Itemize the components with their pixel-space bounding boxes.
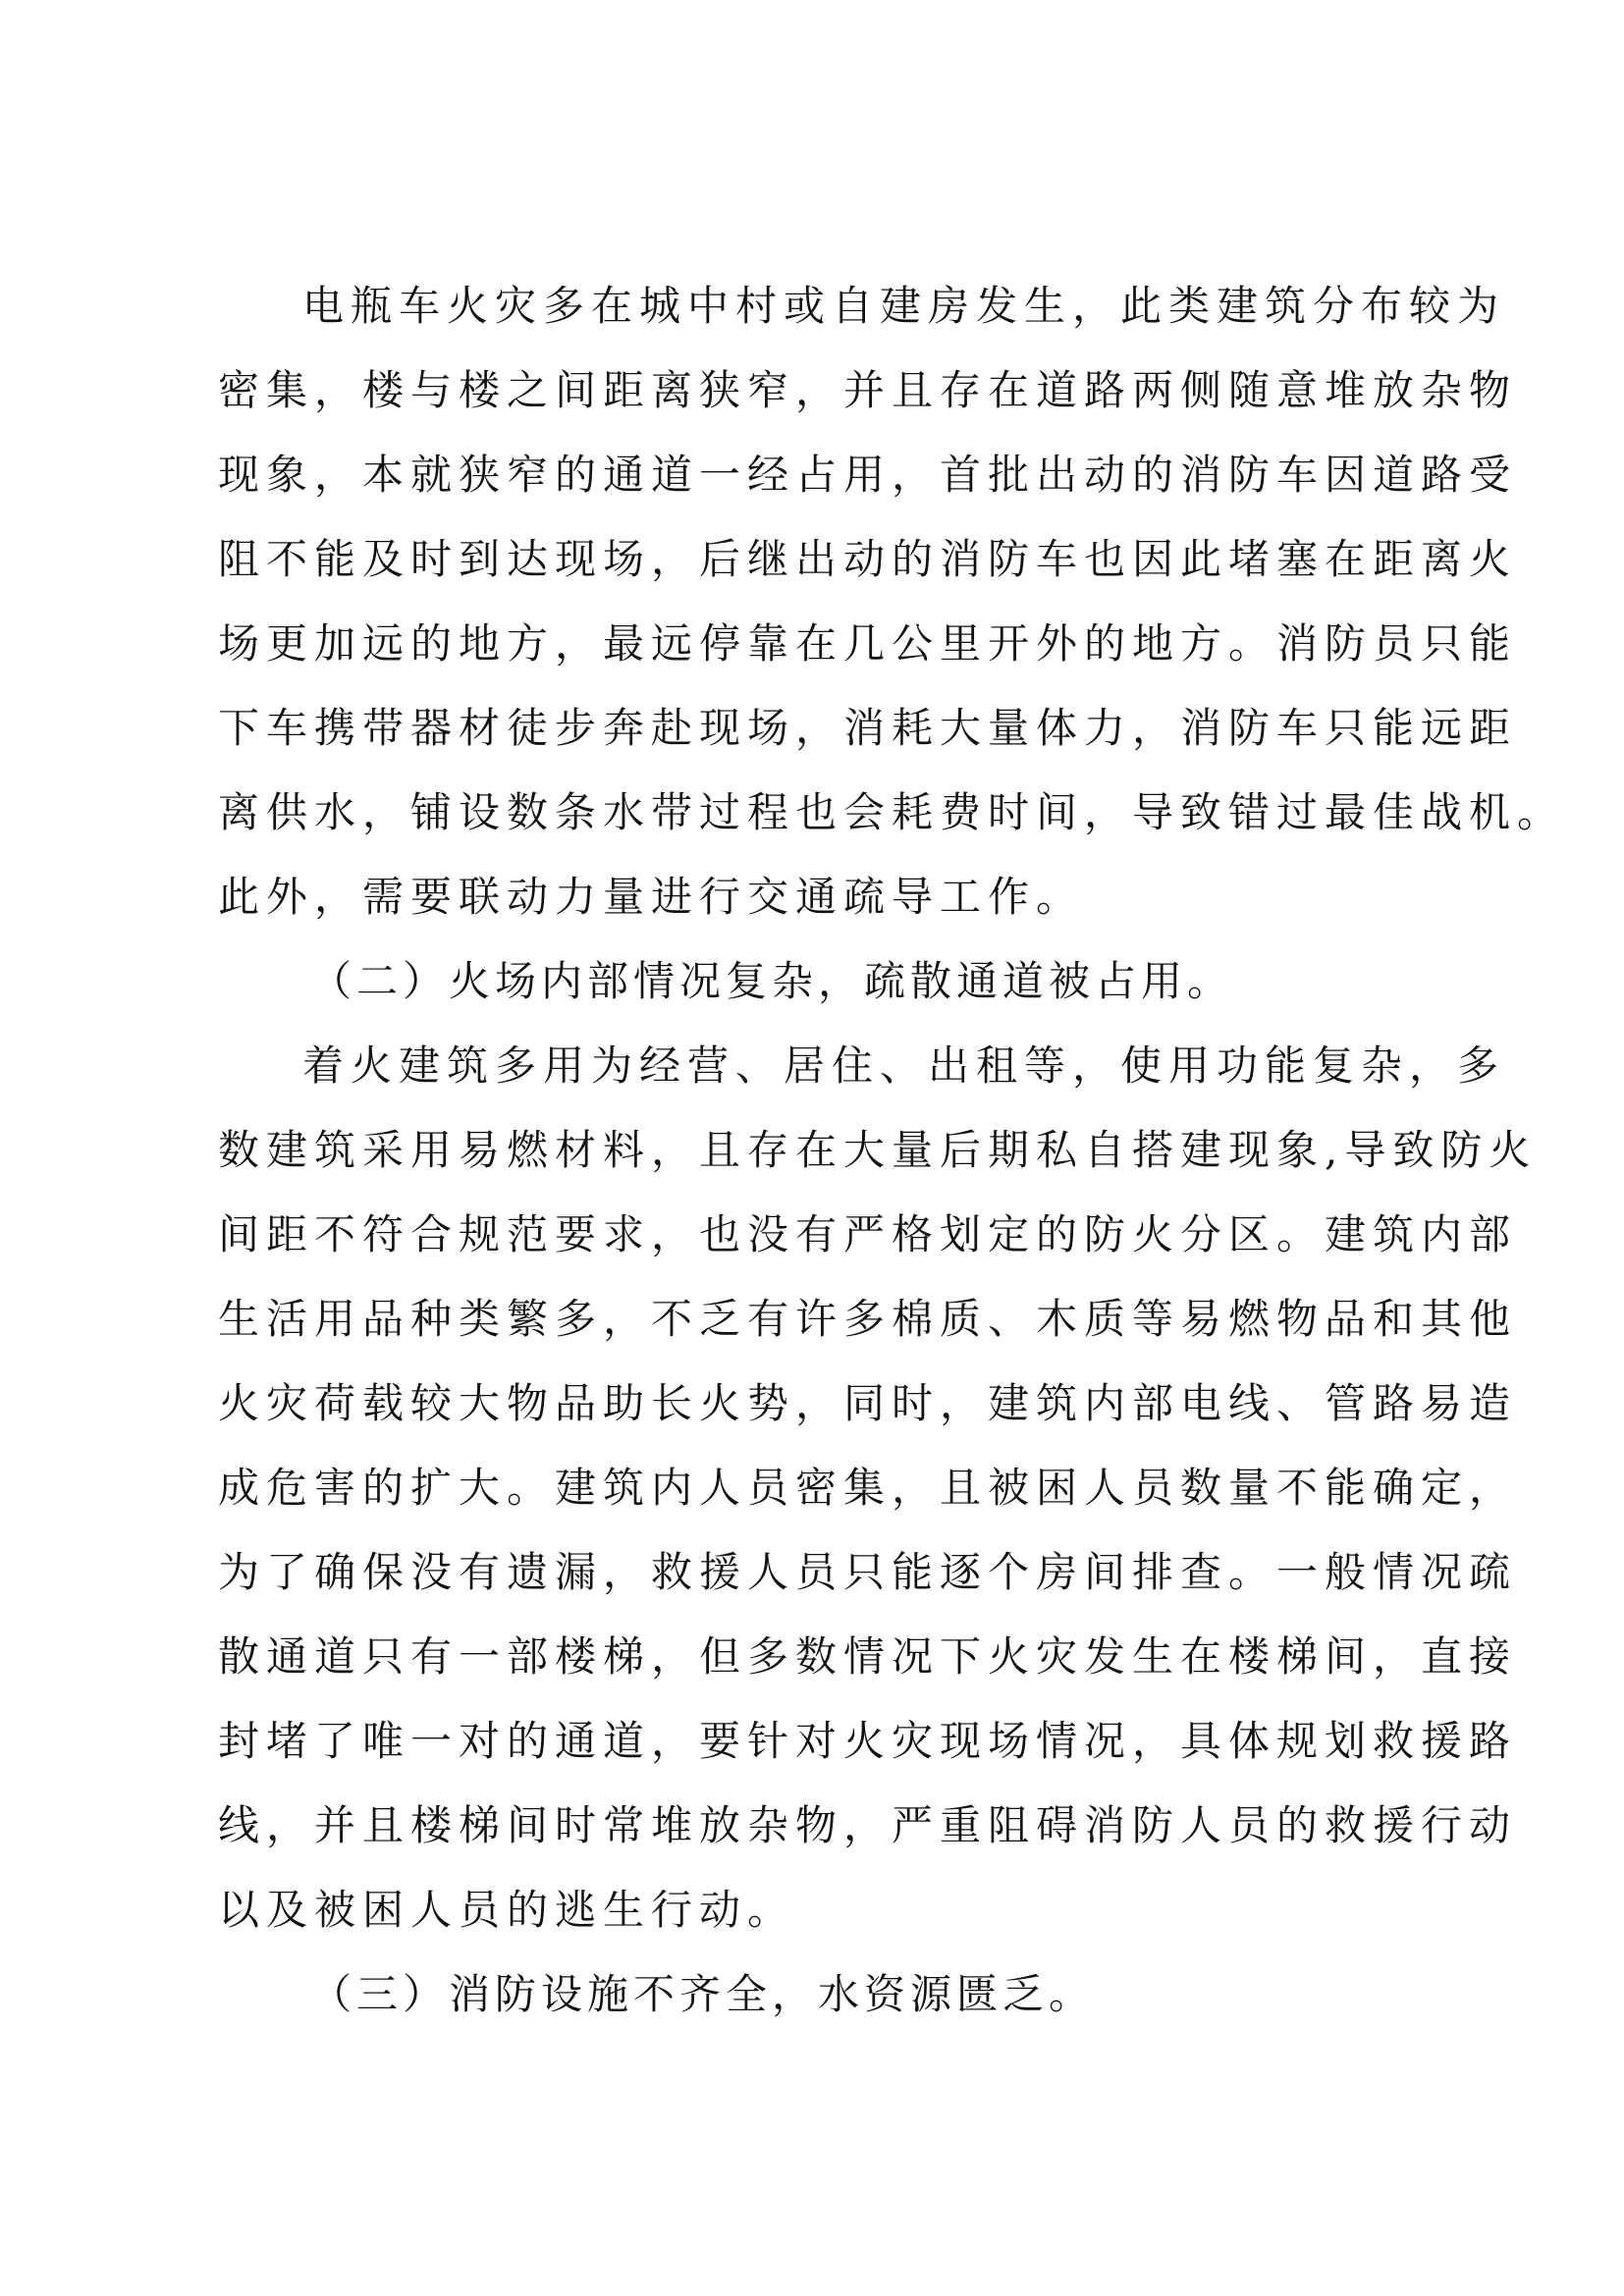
- paragraph-2-line-8: 散通道只有一部楼梯，但多数情况下火灾发生在楼梯间，直接: [218, 1632, 1518, 1681]
- paragraph-1-line-4: 阻不能及时到达现场，后继出动的消防车也因此堵塞在距离火: [218, 535, 1518, 583]
- paragraph-1-line-5: 场更加远的地方，最远停靠在几公里开外的地方。消防员只能: [218, 619, 1518, 667]
- paragraph-1-line-1: 电瓶车火灾多在城中村或自建房发生，此类建筑分布较为: [302, 282, 1506, 330]
- paragraph-1-line-3: 现象，本就狭窄的通道一经占用，首批出动的消防车因道路受: [218, 451, 1518, 499]
- paragraph-2-line-4: 生活用品种类繁多，不乏有许多棉质、木质等易燃物品和其他: [218, 1295, 1518, 1343]
- paragraph-1-line-7: 离供水，铺设数条水带过程也会耗费时间，导致错过最佳战机。: [218, 788, 1566, 836]
- paragraph-2-line-3: 间距不符合规范要求，也没有严格划定的防火分区。建筑内部: [218, 1210, 1518, 1258]
- paragraph-1-line-6: 下车携带器材徒步奔赴现场，消耗大量体力，消防车只能远距: [218, 704, 1518, 752]
- paragraph-2-line-10: 线，并且楼梯间时常堆放杂物，严重阻碍消防人员的救援行动: [218, 1801, 1518, 1849]
- paragraph-1-line-2: 密集，楼与楼之间距离狭窄，并且存在道路两侧随意堆放杂物: [218, 366, 1518, 414]
- paragraph-2-line-6: 成危害的扩大。建筑内人员密集，且被困人员数量不能确定，: [218, 1464, 1518, 1512]
- section-heading-2: （二）火场内部情况复杂，疏散通道被占用。: [310, 957, 1234, 1005]
- paragraph-1-line-8: 此外，需要联动力量进行交通疏导工作。: [218, 873, 1085, 921]
- paragraph-2-line-11: 以及被困人员的逃生行动。: [218, 1886, 796, 1934]
- paragraph-2-line-7: 为了确保没有遗漏，救援人员只能逐个房间排查。一般情况疏: [218, 1548, 1518, 1596]
- paragraph-2-line-2: 数建筑采用易燃材料，且存在大量后期私自搭建现象,导致防火: [218, 1126, 1538, 1174]
- paragraph-2-line-5: 火灾荷载较大物品助长火势，同时，建筑内部电线、管路易造: [218, 1379, 1518, 1427]
- paragraph-2-line-9: 封堵了唯一对的通道，要针对火灾现场情况，具体规划救援路: [218, 1717, 1518, 1765]
- paragraph-2-line-1: 着火建筑多用为经营、居住、出租等，使用功能复杂，多: [302, 1041, 1506, 1090]
- section-heading-3: （三）消防设施不齐全，水资源匮乏。: [310, 1970, 1096, 2018]
